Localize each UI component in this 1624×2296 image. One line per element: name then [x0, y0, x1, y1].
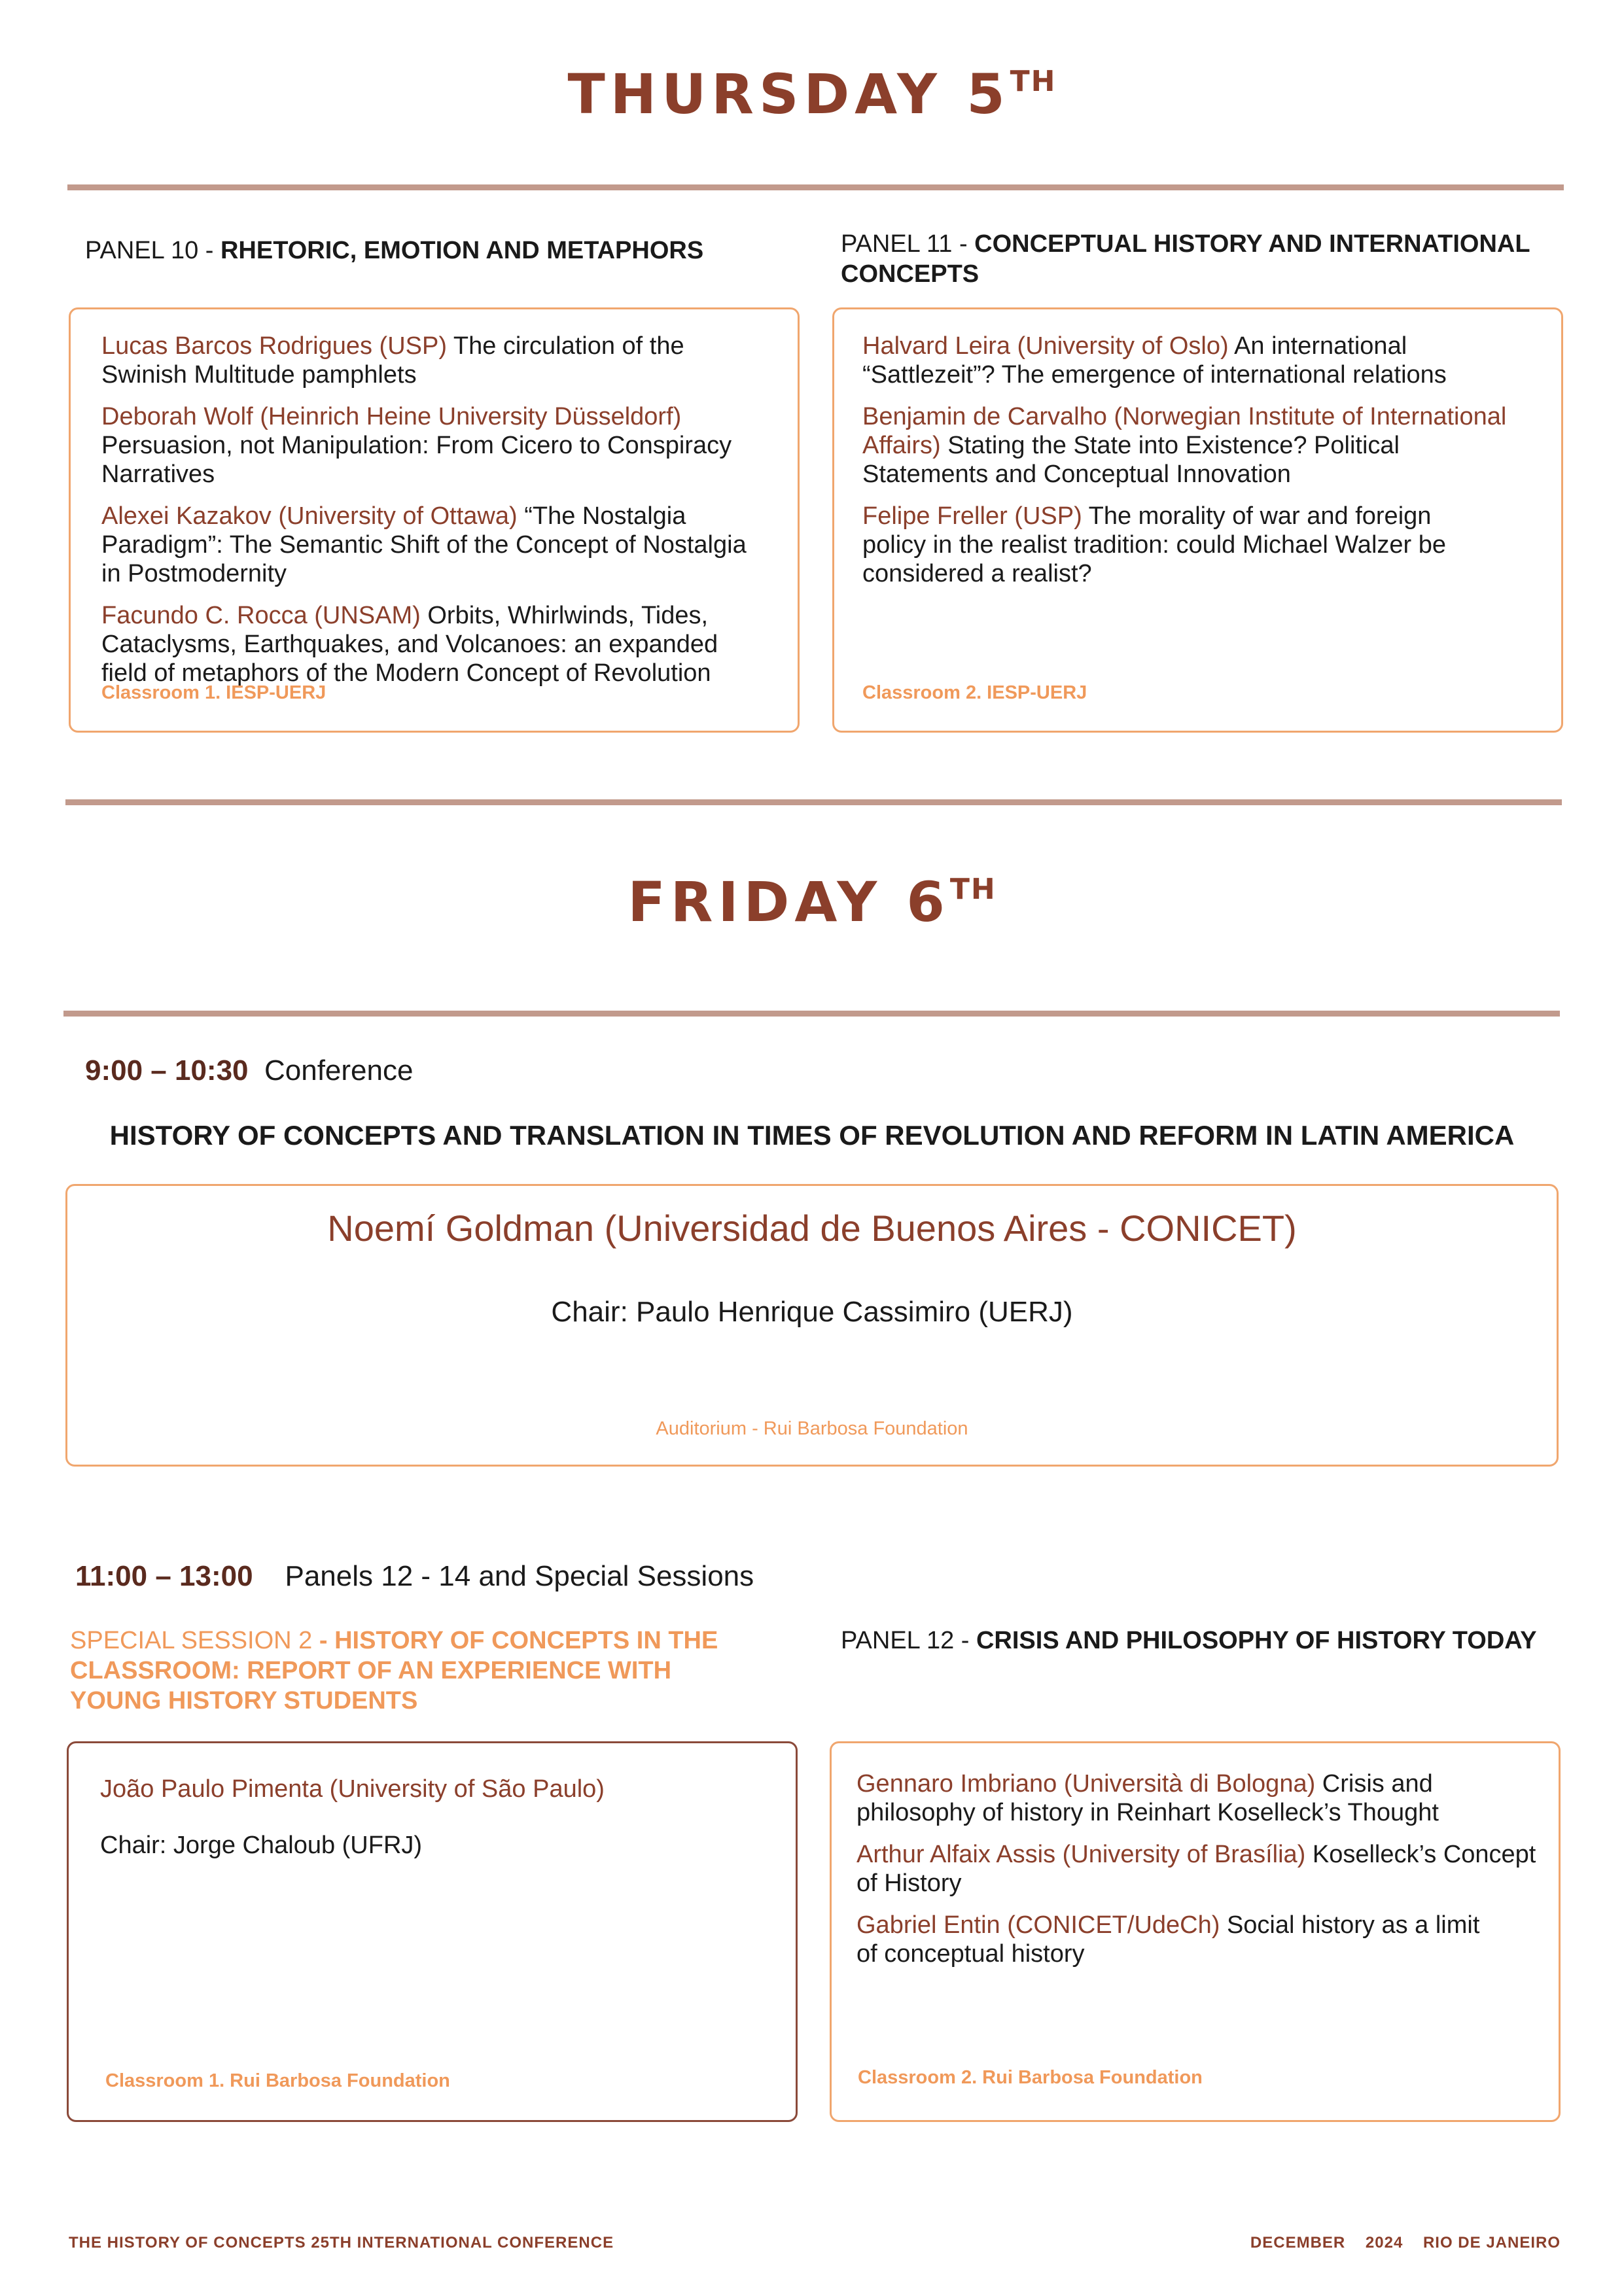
list-item: Lucas Barcos Rodrigues (USP) The circulation of the Swinish Multitude pamphlets [101, 332, 684, 389]
conference-chair: Chair: Paulo Henrique Cassimiro (UERJ) [551, 1296, 1073, 1328]
thursday-title: THURSDAY 5TH [567, 62, 1057, 126]
panel-10-heading: PANEL 10 - RHETORIC, EMOTION AND METAPHORS [85, 237, 704, 264]
special-session-2-box [67, 1741, 798, 2122]
venue-label: Classroom 2. IESP-UERJ [862, 682, 1087, 703]
panel-12-entries [856, 1769, 1537, 1981]
section-divider [63, 1011, 1560, 1017]
list-item: Alexei Kazakov (University of Ottawa) “The Nostalgia Paradigm”: The Semantic Shift of the Concept of Nostalgia in Postmodernity [101, 502, 747, 587]
conference-title: HISTORY OF CONCEPTS AND TRANSLATION IN TIMES OF REVOLUTION AND REFORM IN LATIN AMERICA [109, 1120, 1515, 1151]
special-session-2-heading: SPECIAL SESSION 2 - HISTORY OF CONCEPTS IN THE CLASSROOM: REPORT OF AN EXPERIENCE WITH YOUNG HISTORY STUDENTS [70, 1627, 718, 1714]
list-item: Arthur Alfaix Assis (University of Brasília) Koselleck’s Concept of History [856, 1841, 1536, 1897]
friday-title: FRIDAY 6TH [627, 870, 997, 934]
section-divider [65, 799, 1562, 805]
list-item: Gennaro Imbriano (Università di Bologna) Crisis and philosophy of history in Reinhart Koselleck’s Thought [856, 1770, 1439, 1826]
conference-time: 9:00 – 10:30 Conference [85, 1054, 414, 1087]
list-item: Benjamin de Carvalho (Norwegian Institute of International Affairs) Stating the State into Existence? Political Statements and Conceptual Innovation [862, 403, 1507, 488]
list-item: Halvard Leira (University of Oslo) An international “Sattlezeit”? The emergence of international relations [862, 332, 1447, 389]
panel-12-box [830, 1741, 1561, 2122]
venue-label: Auditorium - Rui Barbosa Foundation [656, 1418, 968, 1439]
footer-conference-name: THE HISTORY OF CONCEPTS 25TH INTERNATIONAL CONFERENCE [69, 2234, 614, 2252]
venue-label: Classroom 2. Rui Barbosa Foundation [858, 2067, 1203, 2088]
footer-date-place: DECEMBER 2024 RIO DE JANEIRO [1250, 2234, 1561, 2252]
venue-label: Classroom 1. IESP-UERJ [101, 682, 327, 703]
list-item: Felipe Freller (USP) The morality of war and foreign policy in the realist tradition: could Michael Walzer be considered a realist? [862, 502, 1446, 587]
list-item: Deborah Wolf (Heinrich Heine University Düsseldorf) Persuasion, not Manipulation: From Cicero to Conspiracy Narratives [101, 403, 732, 488]
conference-speaker: Noemí Goldman (Universidad de Buenos Aires - CONICET) [327, 1208, 1297, 1249]
list-item: Gabriel Entin (CONICET/UdeCh) Social history as a limit of conceptual history [856, 1911, 1480, 1968]
panel-11-entries [862, 332, 1523, 601]
panels-time: 11:00 – 13:00 Panels 12 - 14 and Special Sessions [75, 1560, 754, 1592]
section-divider [67, 184, 1564, 190]
panel-11-heading: PANEL 11 - CONCEPTUAL HISTORY AND INTERNATIONAL CONCEPTS [841, 230, 1530, 288]
conference-box [65, 1184, 1559, 1467]
list-item: Facundo C. Rocca (UNSAM) Orbits, Whirlwinds, Tides, Cataclysms, Earthquakes, and Volcanoes: an expanded field of metaphors of the Modern Concept of Revolution [101, 602, 718, 687]
special-session-speaker: João Paulo Pimenta (University of São Paulo) [100, 1775, 605, 1803]
panel-10-entries [101, 332, 762, 701]
venue-label: Classroom 1. Rui Barbosa Foundation [105, 2070, 450, 2091]
panel-10-box [69, 307, 800, 733]
panel-11-box [832, 307, 1563, 733]
panel-12-heading: PANEL 12 - CRISIS AND PHILOSOPHY OF HISTORY TODAY [841, 1627, 1537, 1654]
special-session-chair: Chair: Jorge Chaloub (UFRJ) [100, 1832, 423, 1859]
